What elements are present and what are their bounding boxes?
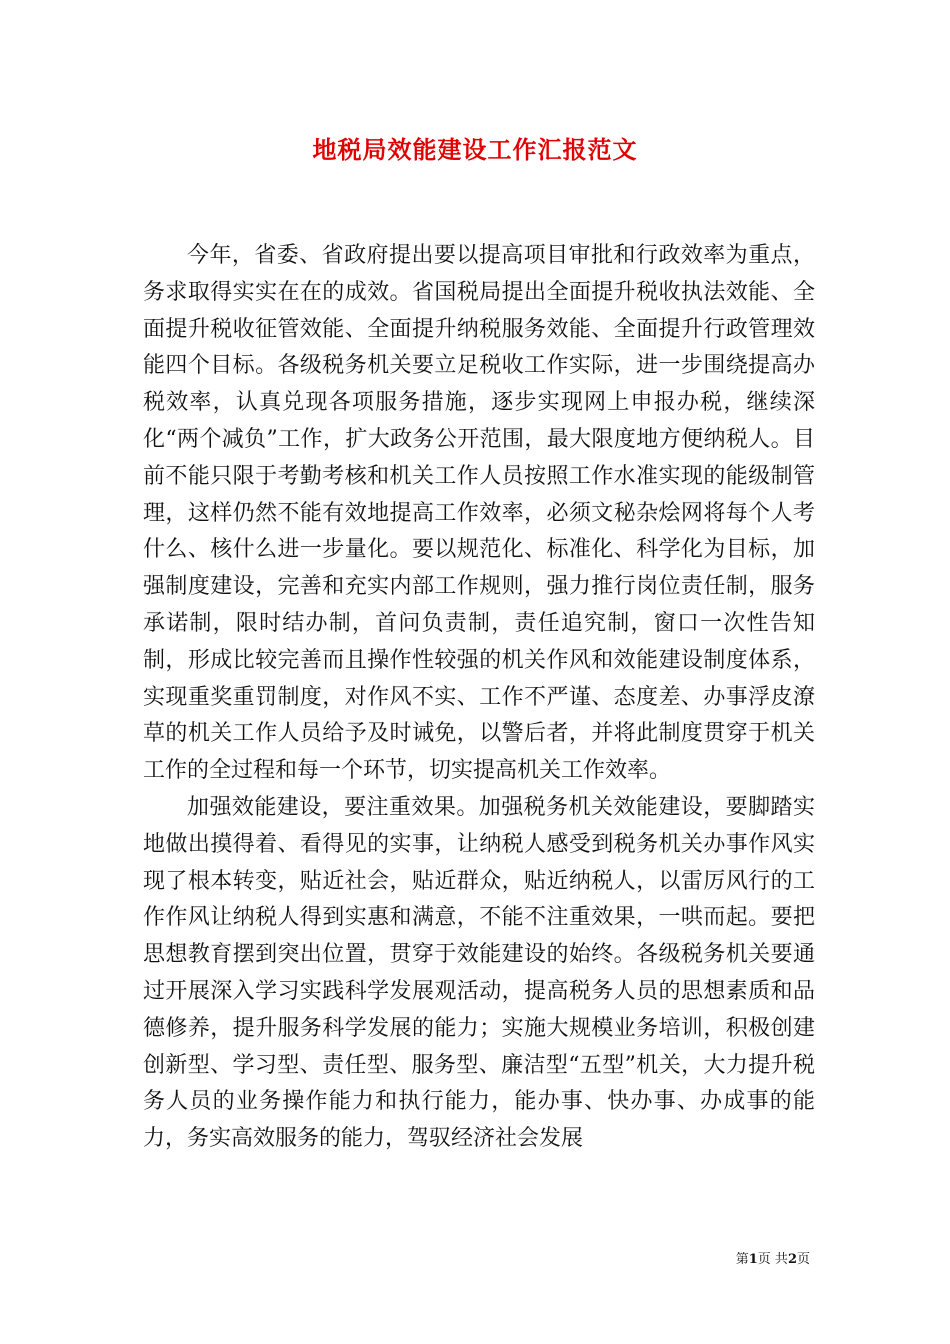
page-number-total: 2 — [787, 1252, 797, 1267]
document-body — [143, 238, 815, 1158]
paragraph-2: 加强效能建设，要注重效果。加强税务机关效能建设，要脚踏实地做出摸得着、看得见的实事，让纳税人感受到税务机关办事作风实现了根本转变，贴近社会，贴近群众，贴近纳税人，以雷厉风行的工作作风让纳税人得到实惠和满意，不能不注重效果，一哄而起。要把思想教育摆到突出位置，贯穿于效能建设的始终。各级税务机关要通过开展深入学习实践科学发展观活动，提高税务人员的思想素质和品德修养，提升服务科学发展的能力；实施大规模业务培训，积极创建创新型、学习型、责任型、服务型、廉洁型“五型”机关，大力提升税务人员的业务操作能力和执行能力，能办事、快办事、办成事的能力，务实高效服务的能力，驾驭经济社会发展 — [143, 794, 815, 1152]
page-number-prefix: 第 — [735, 1252, 749, 1267]
paragraph-1: 今年，省委、省政府提出要以提高项目审批和行政效率为重点，务求取得实实在在的成效。省国税局提出全面提升税收执法效能、全面提升税收征管效能、全面提升纳税服务效能、全面提升行政管理效能四个目标。各级税务机关要立足税收工作实际，进一步围绕提高办税效率，认真兑现各项服务措施，逐步实现网上申报办税，继续深化“两个减负”工作，扩大政务公开范围，最大限度地方便纳税人。目前不能只限于考勤考核和机关工作人员按照工作水准实现的能级制管理，这样仍然不能有效地提高工作效率，必须文秘杂烩网将每个人考什么、核什么进一步量化。要以规范化、标准化、科学化为目标，加强制度建设，完善和充实内部工作规则，强力推行岗位责任制，服务承诺制，限时结办制，首问负责制，责任追究制，窗口一次性告知制，形成比较完善而且操作性较强的机关作风和效能建设制度体系，实现重奖重罚制度，对作风不实、工作不严谨、态度差、办事浮皮潦草的机关工作人员给予及时诫免，以警后者，并将此制度贯穿于机关工作的全过程和每一个环节，切实提高机关工作效率。 — [143, 243, 815, 784]
page-number-middle: 页 共 — [757, 1252, 788, 1267]
page-number-current: 1 — [748, 1252, 758, 1267]
page-number — [700, 1248, 810, 1267]
document-title: 地税局效能建设工作汇报范文 — [312, 135, 638, 164]
page-number-suffix: 页 — [796, 1252, 810, 1267]
